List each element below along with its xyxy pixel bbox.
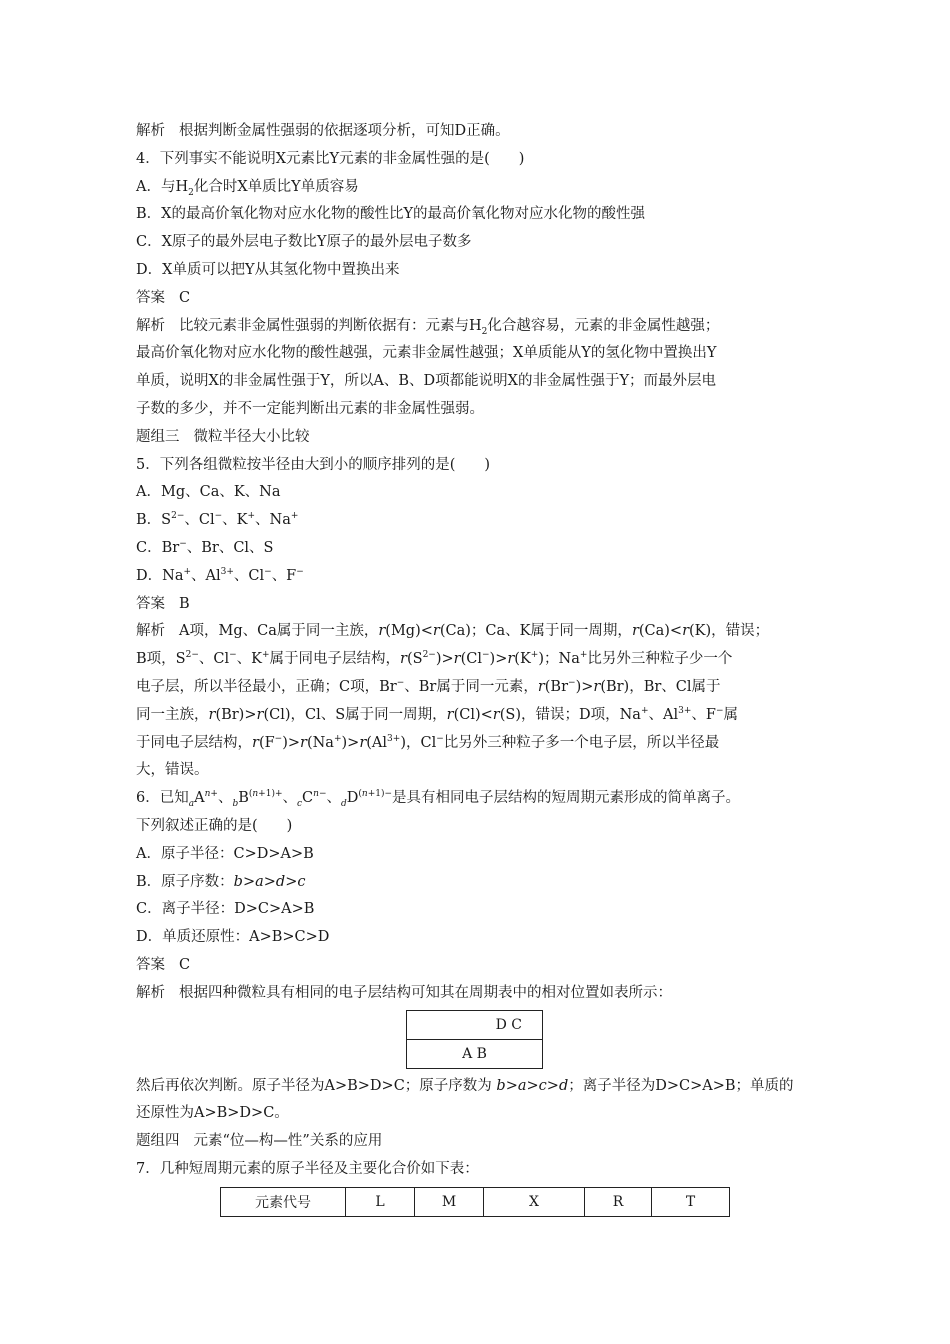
- q5-analysis-line5: 于同电子层结构，$r(F^-)>r(Na^+)>r(Al^{3+})$，Cl−比另外三种粒子多一个电子层，所以半径最: [136, 733, 720, 751]
- q4-stem: 4．下列事实不能说明X元素比Y元素的非金属性强的是( ): [136, 150, 525, 167]
- q6-option-c: C．离子半径：D>C>A>B: [136, 901, 315, 918]
- document-page: [136, 118, 826, 1217]
- table-header-cell: M: [415, 1187, 484, 1216]
- q5-stem: 5．下列各组微粒按半径由大到小的顺序排列的是( ): [136, 456, 491, 473]
- q5-analysis-line3: 电子层，所以半径最小，正确；C项，Br−、Br属于同一元素，r(Br−)>r(Br)，Br、Cl属于: [136, 678, 721, 695]
- element-table: [220, 1187, 730, 1217]
- q5-analysis-line2: B项，$S^{2-}$、Cl−、K+属于同电子层结构，$r(S^{2-})>r(Cl^-)>r(K^+)$；Na+比另外三种粒子少一个: [136, 650, 733, 668]
- q4-analysis-line3: 单质，说明X的非金属性强于Y，所以A、B、D项都能说明X的非金属性强于Y；而最外层电: [136, 373, 717, 390]
- table-header-cell: R: [585, 1187, 652, 1216]
- q6-stem-line2: 下列叙述正确的是( ): [136, 817, 293, 834]
- q4-answer: 答案 C: [136, 289, 191, 306]
- q5-analysis-line6: 大，错误。: [136, 762, 209, 779]
- table-header-cell: X: [484, 1187, 585, 1216]
- q4-option-a: A．与$H_2$化合时X单质比Y单质容易: [136, 178, 359, 198]
- q5-analysis-line4: 同一主族，r(Br)>r(Cl)，Cl、S属于同一周期，r(Cl)<r(S)，错误；D项，Na+、$Al^{3+}$、F−属: [136, 705, 738, 723]
- q6-option-b: B．原子序数：b>a>d>c: [136, 873, 306, 890]
- q6-conclusion-line1: 然后再依次判断。原子半径为A>B>D>C；原子序数为 b>a>c>d；离子半径为D>C>A>B；单质的: [136, 1077, 794, 1094]
- q5-answer: 答案 B: [136, 595, 190, 612]
- table-header-cell: 元素代号: [221, 1187, 346, 1216]
- table-header-cell: T: [652, 1187, 730, 1216]
- q4-analysis-line1: 解析 比较元素非金属性强弱的判断依据有：元素与$H_2$化合越容易，元素的非金属性越强；: [136, 317, 720, 337]
- q6-analysis: 解析 根据四种微粒具有相同的电子层结构可知其在周期表中的相对位置如表所示：: [136, 984, 672, 1001]
- q5-option-d: D．Na+、$Al^{3+}$、Cl−、F−: [136, 566, 304, 584]
- table-header-cell: L: [346, 1187, 415, 1216]
- intro-analysis: 解析 根据判断金属性强弱的依据逐项分析，可知D正确。: [136, 123, 510, 139]
- table-cell-dc: D C: [407, 1010, 543, 1039]
- q6-conclusion-line2: 还原性为A>B>D>C。: [136, 1105, 289, 1122]
- q4-option-c: C．X原子的最外层电子数比Y原子的最外层电子数多: [136, 234, 472, 251]
- q4-option-b: B．X的最高价氧化物对应水化物的酸性比Y的最高价氧化物对应水化物的酸性强: [136, 206, 646, 223]
- q7-stem: 7．几种短周期元素的原子半径及主要化合价如下表：: [136, 1160, 479, 1177]
- q4-option-d: D．X单质可以把Y从其氢化物中置换出来: [136, 261, 400, 278]
- group3-heading: 题组三 微粒半径大小比较: [136, 428, 310, 445]
- q4-analysis-line2: 最高价氧化物对应水化物的酸性越强，元素非金属性越强；X单质能从Y的氢化物中置换出Y: [136, 345, 717, 362]
- group4-heading: 题组四 元素“位—构—性”关系的应用: [136, 1133, 383, 1150]
- q5-analysis-line1: 解析 A项，Mg、Ca属于同一主族，r(Mg)<r(Ca)；Ca、K属于同一周期，r(Ca)<r(K)，错误；: [136, 623, 770, 640]
- q4-analysis-line4: 子数的多少，并不一定能判断出元素的非金属性强弱。: [136, 400, 484, 417]
- q6-option-a: A．原子半径：C>D>A>B: [136, 845, 314, 862]
- q5-option-c: C．Br−、Br、Cl、S: [136, 539, 274, 556]
- table-row: [221, 1187, 730, 1216]
- table-cell-ab: A B: [407, 1039, 543, 1068]
- q6-option-d: D．单质还原性：A>B>C>D: [136, 929, 330, 946]
- q5-option-a: A．Mg、Ca、K、Na: [136, 484, 281, 501]
- q5-option-b: B．$S^{2-}$、Cl−、K+、Na+: [136, 511, 299, 529]
- q6-stem-line1: 6．已知$_aA^{n+}$、$_bB^{(n+1)+}$、$_cC^{n-}$、$_dD^{(n+1)-}$是具有相同电子层结构的短周期元素形成的简单离子。: [136, 789, 741, 810]
- periodic-position-table: [406, 1010, 543, 1069]
- q6-answer: 答案 C: [136, 956, 191, 973]
